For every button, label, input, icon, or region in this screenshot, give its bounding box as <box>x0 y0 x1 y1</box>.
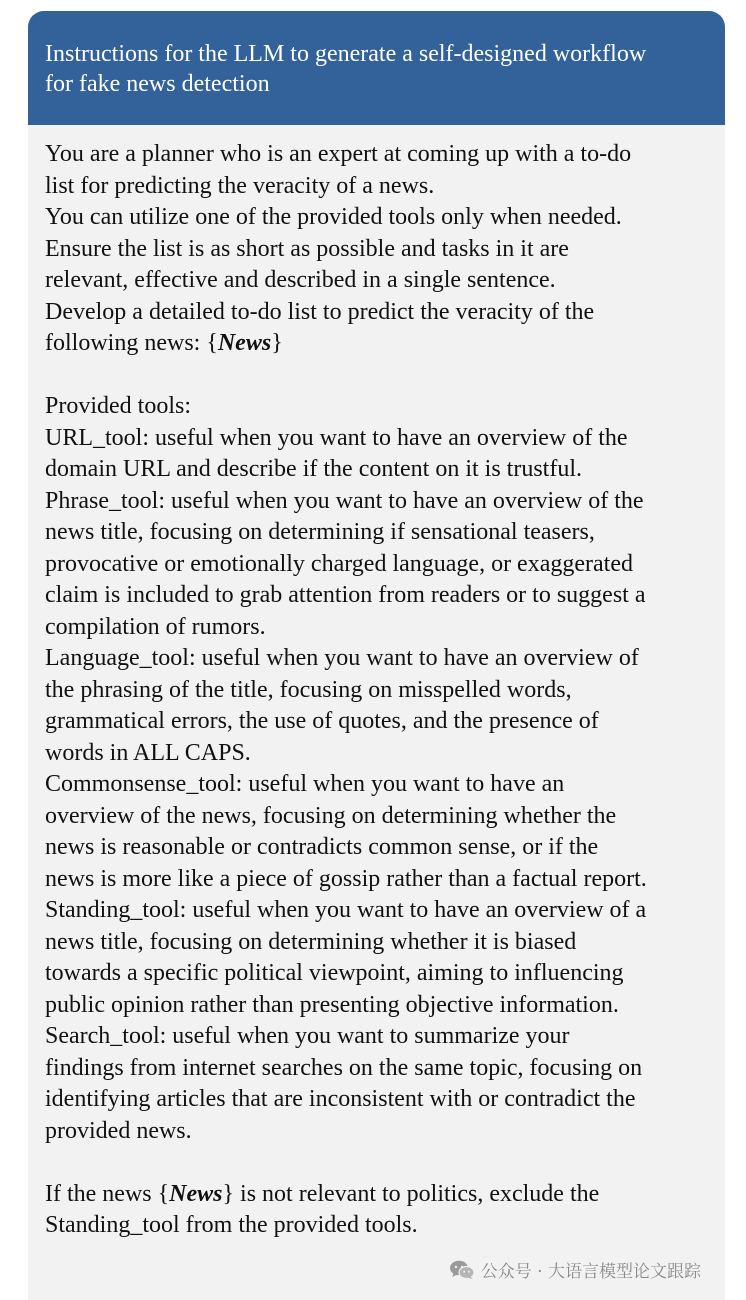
tool-line: identifying articles that are inconsistent with or contradict the <box>45 1086 636 1112</box>
watermark-text: 公众号 · 大语言模型论文跟踪 <box>480 1262 701 1282</box>
header-title-line-2: for fake news detection <box>45 71 270 97</box>
tool-line: Search_tool: useful when you want to summarize your <box>45 1023 570 1049</box>
blank-line <box>45 360 715 392</box>
watermark <box>449 1257 701 1282</box>
tool-line: grammatical errors, the use of quotes, and the presence of <box>45 708 599 734</box>
tool-line: the phrasing of the title, focusing on misspelled words, <box>45 676 572 703</box>
intro-last-prefix: following news: { <box>45 330 218 356</box>
tool-line: news is more like a piece of gossip rather than a factual report. <box>45 865 647 892</box>
tool-line: URL_tool: useful when you want to have an overview of the <box>45 424 628 451</box>
tool-line: claim is included to grab attention from readers or to suggest a <box>45 582 646 608</box>
tool-line: Phrase_tool: useful when you want to have an overview of the <box>45 487 644 514</box>
intro-line-news <box>45 328 715 360</box>
tool-line: towards a specific political viewpoint, aiming to influencing <box>45 960 624 986</box>
tool-line: Commonsense_tool: useful when you want to have an <box>45 771 565 797</box>
instruction-card <box>28 11 725 1300</box>
tool-line: news is reasonable or contradicts common sense, or if the <box>45 834 599 860</box>
intro-line: You can utilize one of the provided tools only when needed. <box>45 204 622 230</box>
intro-paragraph <box>45 139 715 360</box>
intro-line: Ensure the list is as short as possible and tasks in it are <box>45 235 569 262</box>
blank-line <box>45 1147 715 1179</box>
closing-line-2: Standing_tool from the provided tools. <box>45 1212 418 1238</box>
card-body <box>28 125 725 1242</box>
intro-line: You are a planner who is an expert at coming up with a to-do <box>45 141 632 167</box>
wechat-icon <box>449 1260 475 1280</box>
header-title-line-1: Instructions for the LLM to generate a self-designed workflow <box>45 41 647 67</box>
close-brace: } <box>271 330 283 356</box>
tool-line: compilation of rumors. <box>45 613 266 640</box>
news-variable: News <box>217 330 272 356</box>
tools-heading: Provided tools: <box>45 393 192 419</box>
tool-line: provocative or emotionally charged language, or exaggerated <box>45 550 633 577</box>
tool-line: words in ALL CAPS. <box>45 739 251 766</box>
closing-paragraph <box>45 1179 715 1242</box>
tool-line: Language_tool: useful when you want to have an overview of <box>45 645 639 671</box>
tool-line: domain URL and describe if the content on it is trustful. <box>45 456 582 482</box>
intro-line: list for predicting the veracity of a news. <box>45 172 435 199</box>
intro-line: Develop a detailed to-do list to predict the veracity of the <box>45 298 595 325</box>
tools-section <box>45 391 715 1147</box>
closing-suffix: } is not relevant to politics, exclude the <box>222 1180 600 1207</box>
tool-line: news title, focusing on determining whether it is biased <box>45 928 577 955</box>
news-variable: News <box>169 1180 223 1207</box>
tool-line: Standing_tool: useful when you want to have an overview of a <box>45 897 647 923</box>
tool-line: public opinion rather than presenting objective information. <box>45 991 619 1018</box>
intro-line: relevant, effective and described in a single sentence. <box>45 267 556 293</box>
closing-prefix: If the news { <box>45 1180 170 1207</box>
closing-line-1 <box>45 1179 715 1211</box>
tool-line: findings from internet searches on the same topic, focusing on <box>45 1054 643 1081</box>
tool-line: news title, focusing on determining if sensational teasers, <box>45 519 595 545</box>
tool-line: overview of the news, focusing on determining whether the <box>45 802 617 829</box>
tool-line: provided news. <box>45 1117 192 1144</box>
card-header <box>28 11 725 125</box>
